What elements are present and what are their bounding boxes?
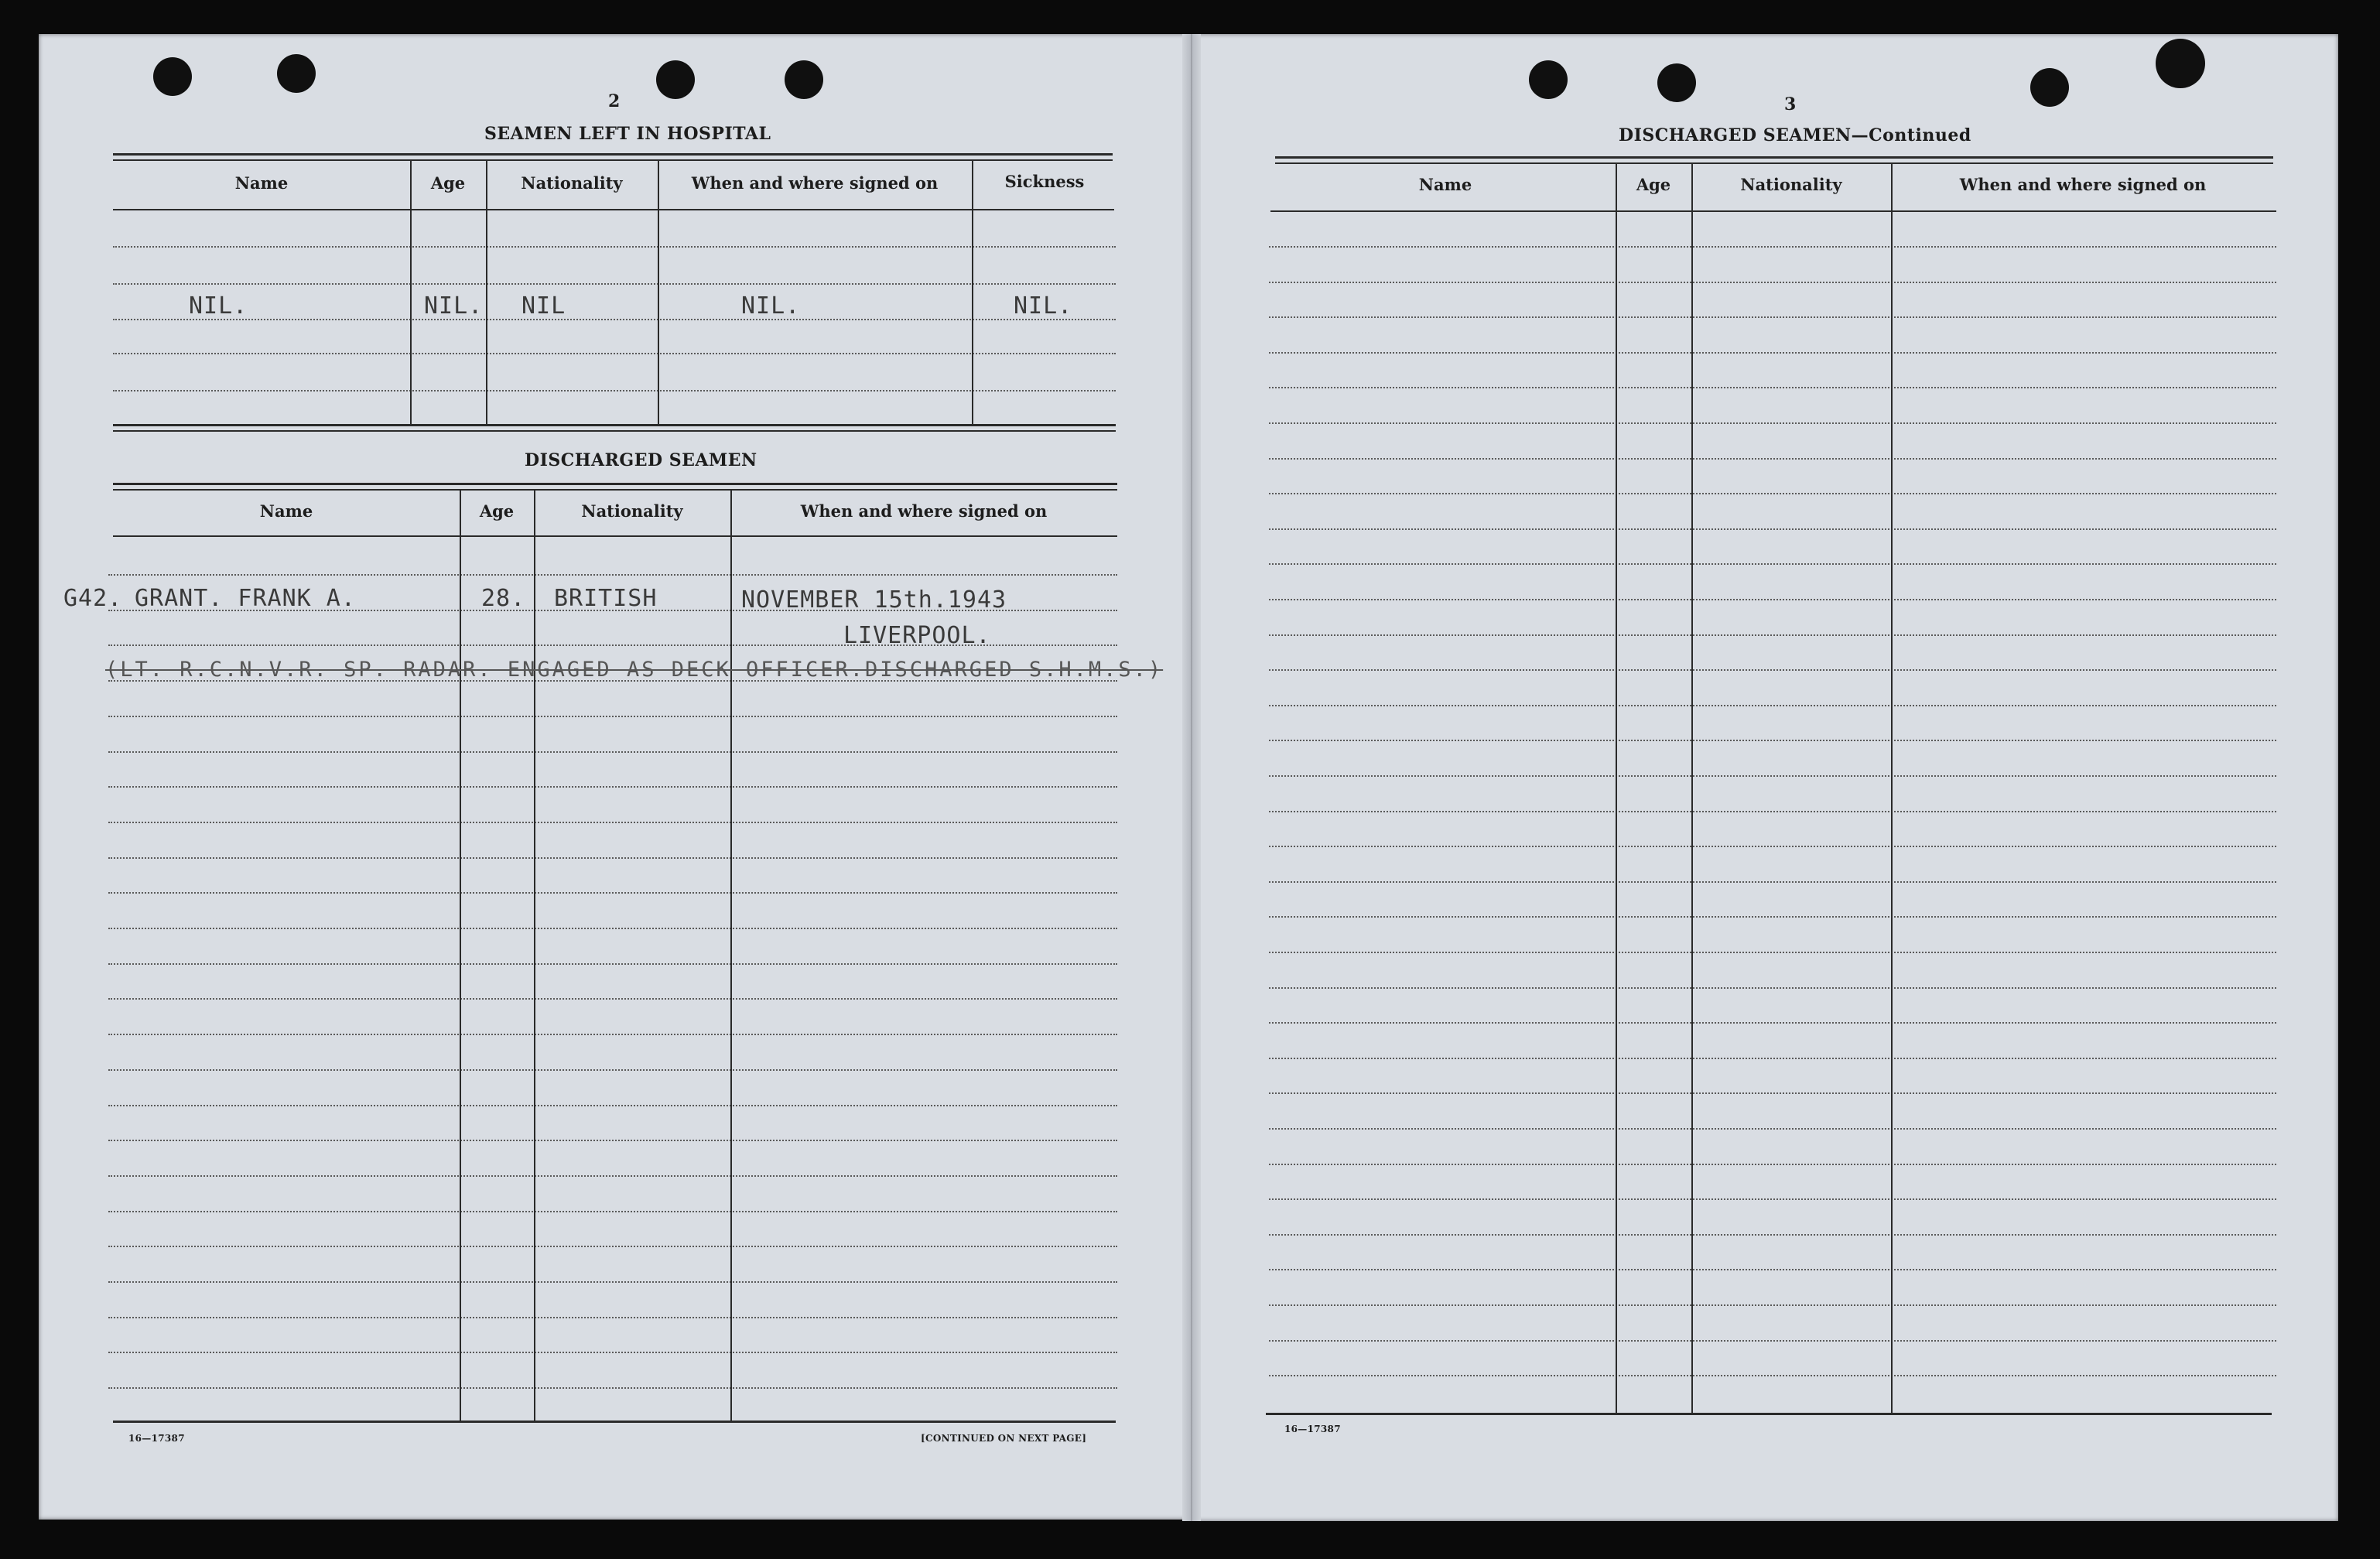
- discharged-row-signed-on-place: LIVERPOOL.: [843, 622, 991, 649]
- hospital-col-age: Age: [430, 173, 466, 193]
- discharged-row-prefix: G42.: [63, 585, 123, 612]
- hospital-nationality-nil: NIL: [521, 292, 566, 320]
- ruled-line: [1269, 1198, 2276, 1200]
- discharged-row-name: GRANT. FRANK A.: [135, 585, 356, 612]
- right-col-signed-on: When and where signed on: [1959, 175, 2207, 194]
- punch-hole-icon: [153, 57, 192, 96]
- right-col-nationality: Nationality: [1740, 175, 1842, 194]
- ruled-line: [1269, 352, 2276, 354]
- ruled-line: [108, 1281, 1117, 1283]
- hospital-name-nil: NIL.: [189, 292, 248, 320]
- ruled-line: [108, 892, 1117, 894]
- punch-hole-icon: [656, 60, 695, 99]
- ruled-line: [108, 822, 1117, 823]
- ruled-line: [1269, 1022, 2276, 1024]
- ruled-line: [1269, 811, 2276, 812]
- ruled-line: [108, 857, 1117, 859]
- right-page-number: 3: [1784, 94, 1797, 115]
- punch-hole-icon: [1529, 60, 1568, 99]
- ruled-line: [1269, 775, 2276, 777]
- ruled-line: [108, 1352, 1117, 1353]
- discharged-col-name: Name: [259, 501, 313, 521]
- ruled-line: [1269, 634, 2276, 636]
- discharged-col-age: Age: [479, 501, 515, 521]
- hospital-section-title: SEAMEN LEFT IN HOSPITAL: [484, 124, 771, 144]
- right-section-title-suffix: —Continued: [1851, 125, 1971, 145]
- ruled-line: [1269, 493, 2276, 494]
- ruled-line: [1269, 528, 2276, 530]
- ruled-line: [108, 751, 1117, 753]
- ruled-line: [108, 963, 1117, 965]
- ruled-line: [108, 1317, 1117, 1318]
- ruled-line: [108, 928, 1117, 929]
- ruled-line: [108, 998, 1117, 1000]
- discharged-row-nationality: BRITISH: [554, 585, 658, 612]
- ruled-line: [108, 1211, 1117, 1212]
- discharged-row-age: 28.: [481, 585, 526, 612]
- left-footer-code: 16—17387: [128, 1433, 185, 1444]
- ruled-line: [108, 716, 1117, 717]
- punch-hole-icon: [785, 60, 823, 99]
- ruled-line: [108, 1175, 1117, 1177]
- right-section-title-main: DISCHARGED SEAMEN: [1619, 125, 1852, 145]
- ruled-line: [1269, 1058, 2276, 1059]
- ruled-line: [1269, 246, 2276, 248]
- right-page: [1192, 34, 2338, 1521]
- hospital-col-name: Name: [234, 173, 289, 193]
- ruled-line: [108, 574, 1117, 576]
- ruled-line: [1269, 1304, 2276, 1306]
- ruled-line: [1269, 316, 2276, 318]
- ruled-line: [108, 1387, 1117, 1389]
- ruled-line: [1269, 1128, 2276, 1130]
- punch-hole-icon: [2156, 39, 2205, 88]
- ruled-line: [1269, 846, 2276, 847]
- ruled-line: [1269, 1375, 2276, 1376]
- punch-hole-icon: [2030, 68, 2069, 107]
- ruled-line: [1269, 952, 2276, 953]
- left-page-number: 2: [608, 91, 621, 111]
- ruled-line: [108, 1034, 1117, 1035]
- discharged-col-signed-on: When and where signed on: [800, 501, 1048, 521]
- right-section-title: [1619, 125, 1971, 145]
- right-footer-code: 16—17387: [1284, 1424, 1341, 1434]
- ruled-line: [108, 1140, 1117, 1141]
- punch-hole-icon: [277, 54, 316, 93]
- ruled-line: [1269, 1234, 2276, 1236]
- ruled-line: [1269, 916, 2276, 918]
- ruled-line: [1269, 705, 2276, 706]
- ruled-line: [108, 1105, 1117, 1106]
- right-col-name: Name: [1418, 175, 1472, 194]
- ruled-line: [1269, 1092, 2276, 1094]
- ruled-line: [1269, 458, 2276, 460]
- hospital-col-signed-on: When and where signed on: [691, 173, 939, 193]
- ruled-line: [1269, 387, 2276, 388]
- hospital-signed-on-nil: NIL.: [741, 292, 801, 320]
- ruled-line: [1269, 599, 2276, 600]
- ruled-line: [1269, 881, 2276, 883]
- left-footer-continued: [CONTINUED ON NEXT PAGE]: [921, 1433, 1087, 1444]
- hospital-col-nationality: Nationality: [521, 173, 623, 193]
- hospital-col-sickness: Sickness: [1004, 172, 1085, 191]
- ruled-line: [1269, 1340, 2276, 1342]
- ruled-line: [108, 1246, 1117, 1247]
- hospital-age-nil: NIL.: [424, 292, 484, 320]
- ruled-line: [1269, 669, 2276, 671]
- ruled-line: [108, 1069, 1117, 1071]
- left-page: [39, 34, 1192, 1520]
- ruled-line: [1269, 987, 2276, 989]
- ruled-line: [1269, 563, 2276, 565]
- ruled-line: [1269, 282, 2276, 283]
- ruled-line: [1269, 740, 2276, 741]
- ruled-line: [1269, 1269, 2276, 1270]
- punch-hole-icon: [1657, 63, 1696, 102]
- right-col-age: Age: [1636, 175, 1671, 194]
- ruled-line: [1269, 422, 2276, 424]
- discharged-row-note: (LT. R.C.N.V.R. SP. RADAR. ENGAGED AS DECK OFFICER.DISCHARGED S.H.M.S.): [105, 658, 1164, 682]
- discharged-row-signed-on-date: NOVEMBER 15th.1943: [741, 586, 1007, 614]
- discharged-col-nationality: Nationality: [581, 501, 683, 521]
- page-fold: [1182, 34, 1201, 1521]
- ruled-line: [1269, 1164, 2276, 1165]
- hospital-sickness-nil: NIL.: [1014, 292, 1073, 320]
- ruled-line: [108, 786, 1117, 788]
- discharged-section-title: DISCHARGED SEAMEN: [525, 450, 757, 470]
